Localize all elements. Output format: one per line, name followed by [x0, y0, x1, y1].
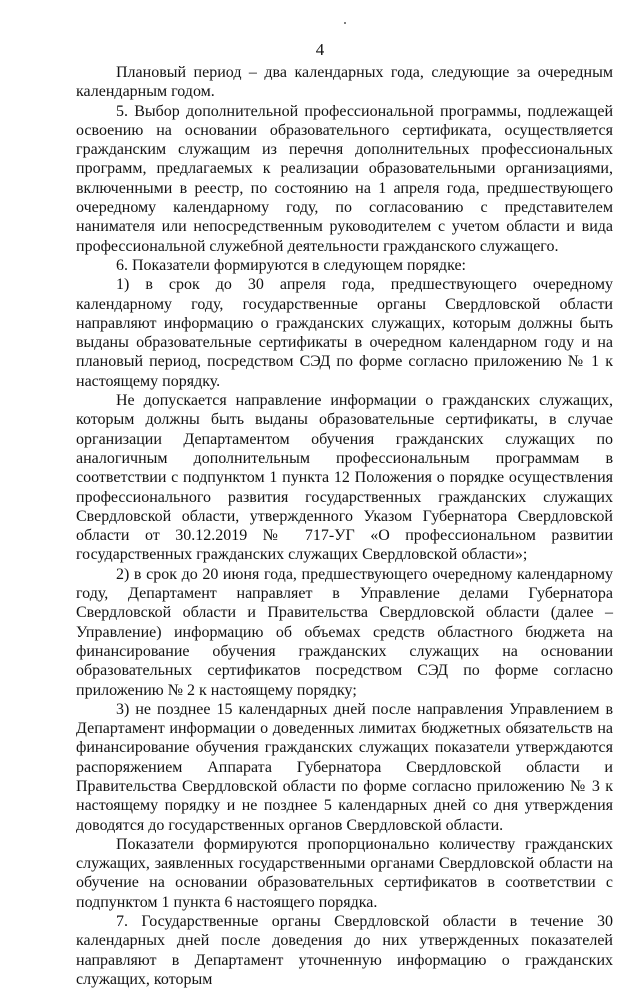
paragraph-restriction: Не допускается направление информации о гражданских служащих, которым должны быть выданы образовательные сертификаты, в случае организации Департаментом обучения гражданских служащих по аналогичным дополнительным профессиональным программам в соответствии с подпунктом 1 пункта 12 Положения о порядке осуществления профессионального развития государственных гражданских служащих Свердловской области, утвержденного Указом Губернатора Свердловской области от 30.12.2019 № 717-УГ «О профессиональном развитии государственных гражданских служащих Свердловской области»; [76, 392, 613, 564]
paragraph-subitem-2: 2) в срок до 20 июня года, предшествующего очередному календарному году, Департамент направляет в Управление делами Губернатора Свердловской области и Правительства Свердловской области (далее – Управление) информацию об объемах средств областного бюджета на финансирование обучения гражданских служащих на основании образовательных сертификатов посредством СЭД по форме согласно приложению № 2 к настоящему порядку; [76, 565, 613, 699]
paragraph-item-7: 7. Государственные органы Свердловской области в течение 30 календарных дней после доведения до них утвержденных показателей направляют в Департамент уточненную информацию о гражданских служащих, которым [76, 913, 613, 988]
paragraph-item-6: 6. Показатели формируются в следующем порядке: [116, 256, 466, 274]
paragraph-item-5: 5. Выбор дополнительной профессиональной программы, подлежащей освоению на основании образовательного сертификата, осуществляется гражданским служащим из перечня дополнительных профессиональных программ, предлагаемых к реализации образовательными организациями, включенными в реестр, по состоянию на 1 апреля года, предшествующего очередному календарному году, по согласованию с представителем нанимателя или непосредственным руководителем с учетом области и вида профессиональной служебной деятельности гражданского служащего. [76, 102, 613, 255]
paragraph-indicators: Показатели формируются пропорционально количеству гражданских служащих, заявленных государственными органами Свердловской области на обучение на основании образовательных сертификатов в соответствии с подпунктом 1 пункта 6 настоящего порядка. [76, 835, 613, 911]
scan-mark [344, 22, 346, 24]
paragraph-subitem-3: 3) не позднее 15 календарных дней после направления Управлением в Департамент информации о доведенных лимитах бюджетных обязательств на финансирование обучения гражданских служащих показатели утверждаются распоряжением Аппарата Губернатора Свердловской области и Правительства Свердловской области по форме согласно приложению № 3 к настоящему порядку и не позднее 5 календарных дней со дня утверждения доводятся до государственных органов Свердловской области. [76, 700, 613, 834]
document-body [76, 63, 613, 989]
paragraph-planning-period: Плановый период – два календарных года, следующие за очередным календарным годом. [76, 64, 613, 101]
paragraph-subitem-1: 1) в срок до 30 апреля года, предшествующего очередному календарному году, государственные органы Свердловской области направляют информацию о гражданских служащих, которым должны быть выданы образовательные сертификаты в очередном календарном году и на плановый период, посредством СЭД по форме согласно приложению № 1 к настоящему порядку. [76, 276, 613, 390]
page-number: 4 [315, 40, 325, 59]
